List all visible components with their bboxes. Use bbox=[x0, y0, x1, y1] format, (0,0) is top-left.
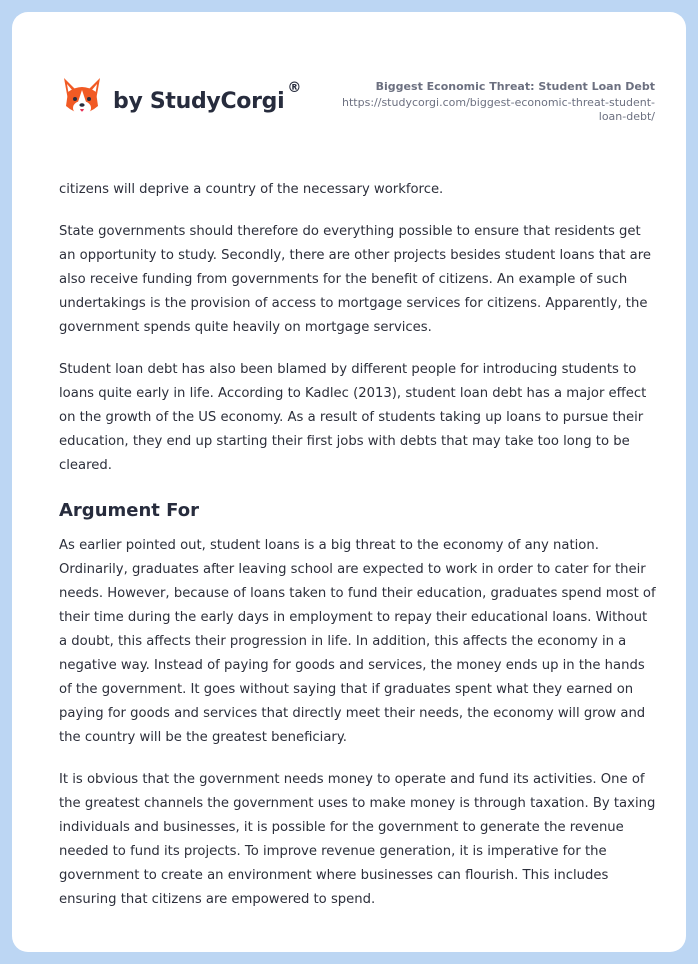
document-body bbox=[59, 178, 657, 930]
document-meta bbox=[315, 80, 655, 124]
paragraph: It is obvious that the government needs money to operate and fund its activities. One of the greatest channels the government uses to make money is through taxation. By taxing individuals and businesses, it is possible for the government to generate the revenue needed to fund its projects. To improve revenue generation, it is imperative for the government to create an environment where businesses can flourish. This includes ensuring that citizens are empowered to spend. bbox=[59, 772, 656, 907]
registered-mark: ® bbox=[287, 80, 302, 96]
paragraph: State governments should therefore do everything possible to ensure that residents get an opportunity to study. Secondly, there are other projects besides student loans that are also receive funding from governments for the benefit of citizens. An example of such undertakings is the provision of access to mortgage services for citizens. Apparently, the government spends quite heavily on mortgage services. bbox=[59, 224, 651, 335]
page-header bbox=[12, 12, 686, 162]
document-page bbox=[12, 12, 686, 952]
studycorgi-logo[interactable] bbox=[60, 76, 301, 120]
section-heading: Argument For bbox=[59, 500, 199, 521]
paragraph: As earlier pointed out, student loans is a big threat to the economy of any nation. Ordinarily, graduates after leaving school are expected to work in order to cater for their needs. However, because of loans taken to fund their education, graduates spend most of their time during the early days in employment to repay their educational loans. Without a doubt, this affects their progression in life. In addition, this affects the economy in a negative way. Instead of paying for goods and services, the money ends up in the hands of the government. It goes without saying that if graduates spent what they earned on paying for goods and services that directly meet their needs, the economy will grow and the country will be the greatest beneficiary. bbox=[59, 538, 656, 745]
brand-name: by StudyCorgi bbox=[113, 88, 285, 114]
paragraph: citizens will deprive a country of the necessary workforce. bbox=[59, 182, 444, 197]
paragraph: Student loan debt has also been blamed by different people for introducing students to loans quite early in life. According to Kadlec (2013), student loan debt has a major effect on the growth of the US economy. As a result of students taking up loans to pursue their education, they end up starting their first jobs with debts that may take too long to be cleared. bbox=[59, 362, 647, 473]
document-url[interactable]: https://studycorgi.com/biggest-economic-threat-student-loan-debt/ bbox=[342, 96, 655, 123]
corgi-logo-icon bbox=[60, 76, 104, 120]
document-title: Biggest Economic Threat: Student Loan Debt bbox=[375, 80, 655, 93]
